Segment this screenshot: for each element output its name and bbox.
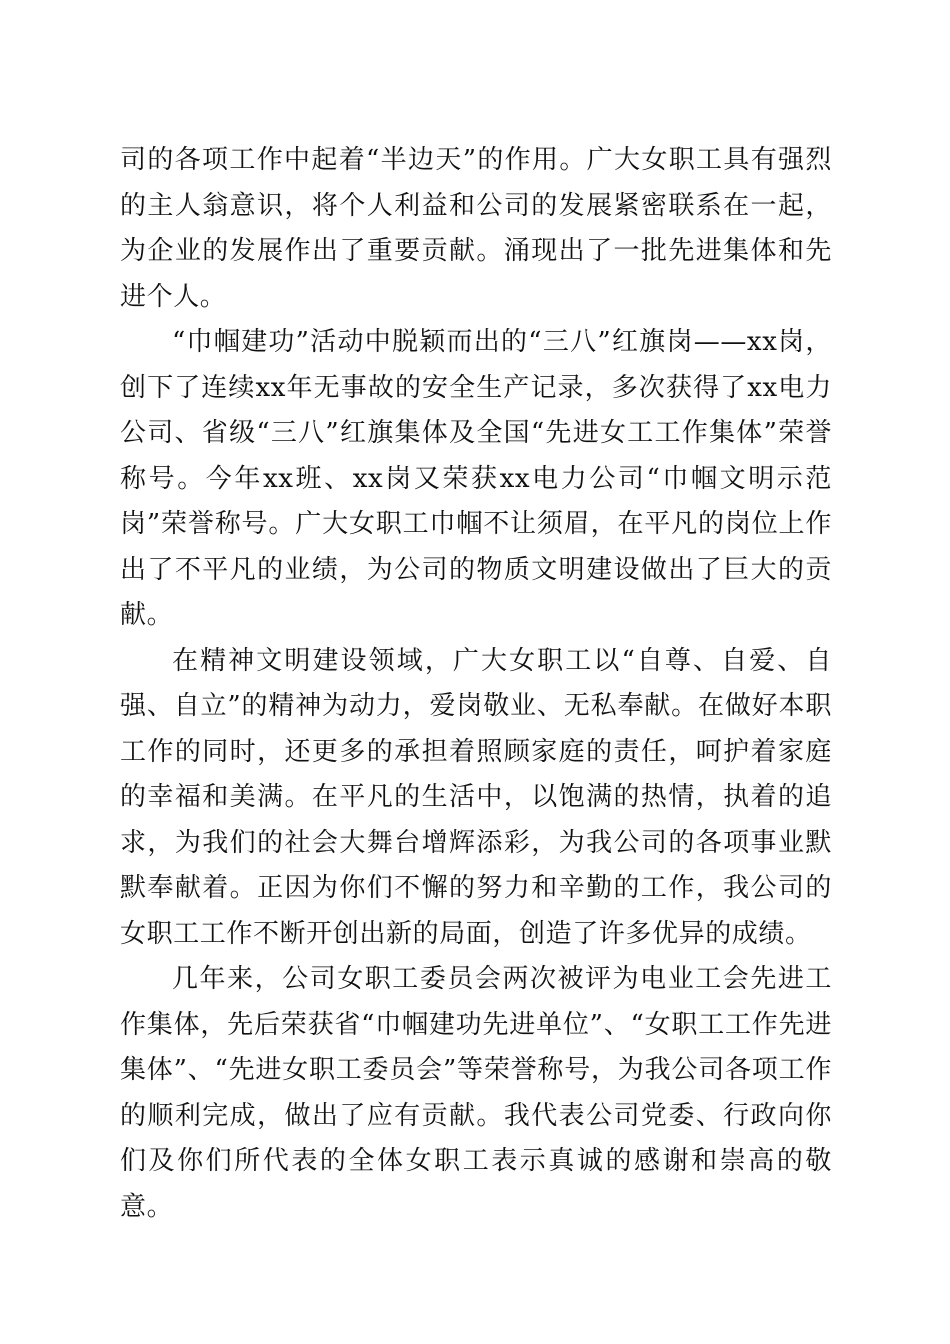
document-body [120, 138, 832, 1230]
paragraph-continuation: 司的各项工作中起着“半边天”的作用。广大女职工具有强烈的主人翁意识，将个人利益和公司的发展紧密联系在一起，为企业的发展作出了重要贡献。涌现出了一批先进集体和先进个人。 [120, 145, 832, 312]
paragraph-honors-and-thanks: 几年来，公司女职工委员会两次被评为电业工会先进工作集体，先后荣获省“巾帼建功先进单位”、“女职工工作先进集体”、“先进女职工委员会”等荣誉称号，为我公司各项工作的顺利完成，做出了应有贡献。我代表公司党委、行政向你们及你们所代表的全体女职工表示真诚的感谢和崇高的敬意。 [120, 964, 832, 1222]
paragraph-red-flag-post: “巾帼建功”活动中脱颖而出的“三八”红旗岗——xx岗，创下了连续xx年无事故的安全生产记录，多次获得了xx电力公司、省级“三八”红旗集体及全国“先进女工工作集体”荣誉称号。今年xx班、xx岗又荣获xx电力公司“巾帼文明示范岗”荣誉称号。广大女职工巾帼不让须眉，在平凡的岗位上作出了不平凡的业绩，为公司的物质文明建设做出了巨大的贡献。 [120, 327, 832, 630]
paragraph-spiritual-civilization: 在精神文明建设领域，广大女职工以“自尊、自爱、自强、自立”的精神为动力，爱岗敬业、无私奉献。在做好本职工作的同时，还更多的承担着照顾家庭的责任，呵护着家庭的幸福和美满。在平凡的生活中，以饱满的热情，执着的追求，为我们的社会大舞台增辉添彩，为我公司的各项事业默默奉献着。正因为你们不懈的努力和辛勤的工作，我公司的女职工工作不断开创出新的局面，创造了许多优异的成绩。 [120, 645, 832, 949]
